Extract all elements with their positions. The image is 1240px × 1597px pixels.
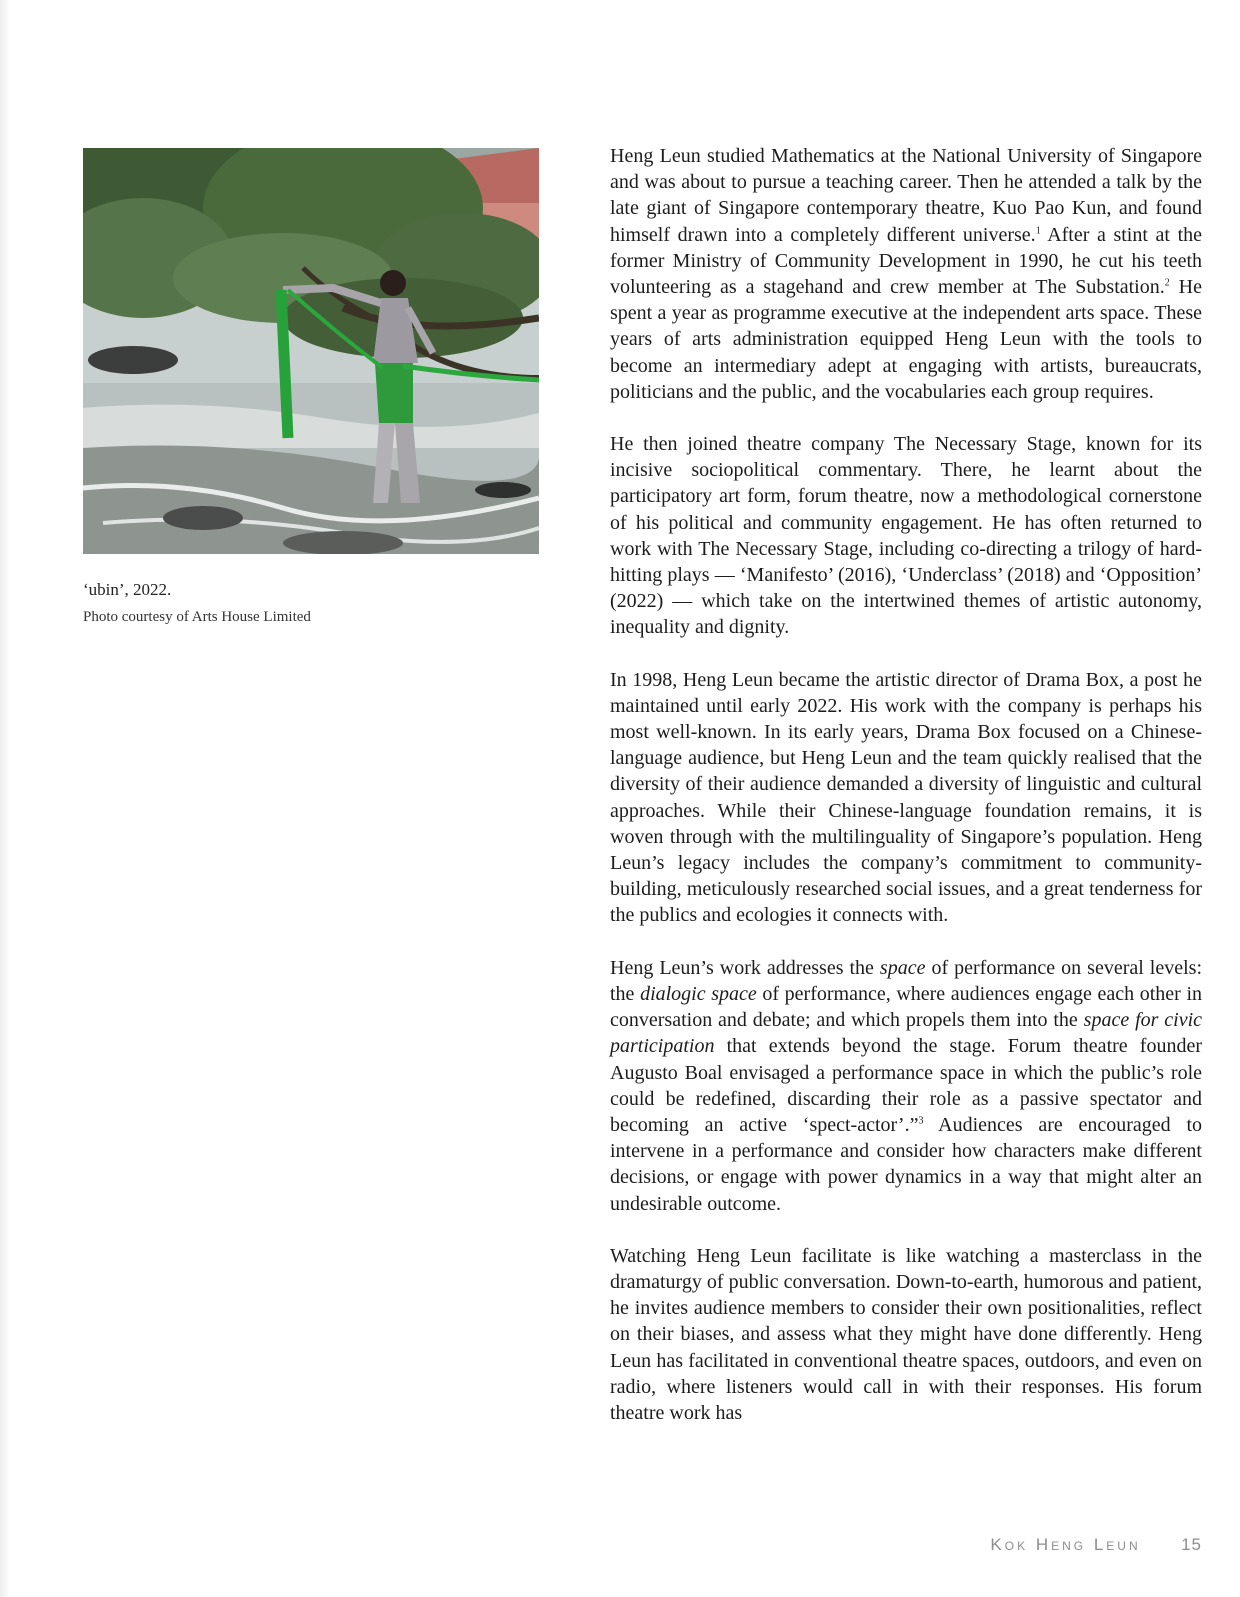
paragraph-5: Watching Heng Leun facilitate is like watching a masterclass in the dramaturgy of public conversation. Down-to-earth, humorous and patient, he invites audience members to consider their own positionalities, reflect on their biases, and assess what they might have done differently. Heng Leun has facilitated in conventional theatre spaces, outdoors, and even on radio, where listeners would call in with their responses. His forum theatre work has [610, 1244, 1202, 1424]
paragraph-4-text-a: Heng Leun’s work addresses the [610, 956, 880, 979]
performance-photo [83, 148, 539, 554]
paragraph-4-text-c: of performance, where audiences engage each other in conversation and debate; and which propels them into the [610, 982, 1203, 1032]
running-head: Kok Heng Leun [990, 1535, 1141, 1554]
paragraph-1 [610, 143, 1202, 405]
paragraph-4-emphasis-civic-participation: space for civic participation [610, 1009, 1203, 1058]
paragraph-3: In 1998, Heng Leun became the artistic director of Drama Box, a post he maintained until early 2022. His work with the company is perhaps his most well-known. In its early years, Drama Box focused on a Chinese-language audience, but Heng Leun and the team quickly realised that the diversity of their audience demanded a diversity of linguistic and cultural approaches. While their Chinese-language foundation remains, it is woven through with the multilinguality of Singapore’s population. Heng Leun’s legacy includes the company’s commitment to community-building, meticulously researched social issues, and a great tenderness for the publics and ecologies it connects with. [610, 668, 1202, 927]
paragraph-4-text-d: that extends beyond the stage. Forum theatre founder Augusto Boal envisaged a performance space in which the public’s role could be redefined, discarding their role as a passive spectator and becoming an active ‘spect-actor’.” [610, 1035, 1202, 1136]
paragraph-1-text-a: Heng Leun studied Mathematics at the National University of Singapore and was about to pursue a teaching career. Then he attended a talk by the late giant of Singapore contemporary theatre, Kuo Pao Kun, and found himself drawn into a completely different universe. [610, 145, 1202, 246]
page-number: 15 [1181, 1535, 1202, 1554]
figure-caption-credit: Photo courtesy of Arts House Limited [83, 609, 311, 625]
figure-caption-title: ‘ubin’, 2022. [83, 580, 172, 599]
paragraph-4-emphasis-space: space [879, 956, 926, 979]
paragraph-4 [610, 955, 1202, 1217]
paragraph-4-text-e: Audiences are encouraged to intervene in a performance and consider how characters make different decisions, or engage with power dynamics in a way that might alter an undesirable outcome. [610, 1113, 1202, 1215]
footnote-ref-3[interactable]: 3 [918, 1115, 924, 1127]
paragraph-2: He then joined theatre company The Necessary Stage, known for its incisive sociopolitical commentary. There, he learnt about the participatory art form, forum theatre, now a methodological cornerstone of his political and community engagement. He has often returned to work with The Necessary Stage, including co-directing a trilogy of hard-hitting plays — ‘Manifesto’ (2016), ‘Underclass’ (2018) and ‘Opposition’ (2022) — which take on the intertwined themes of artistic autonomy, inequality and dignity. [610, 433, 1202, 639]
paragraph-1-text-b: After a stint at the former Ministry of Community Development in 1990, he cut his teeth volunteering as a stagehand and crew member at The Substation. [610, 223, 1202, 299]
footnote-ref-2[interactable]: 2 [1164, 277, 1170, 289]
paragraph-4-text-b: of performance on several levels: the [610, 956, 1202, 1005]
page-edge-shadow [0, 0, 10, 1597]
paragraph-4-emphasis-dialogic-space: dialogic space [640, 982, 757, 1005]
article-body [610, 143, 1202, 1452]
footnote-ref-1[interactable]: 1 [1035, 224, 1041, 236]
paragraph-1-text-c: He spent a year as programme executive at the independent arts space. These years of arts administration equipped Heng Leun with the tools to become an intermediary adept at engaging with artists, bureaucrats, politicians and the public, and the vocabularies each group requires. [610, 276, 1202, 403]
page-footer [990, 1535, 1202, 1555]
